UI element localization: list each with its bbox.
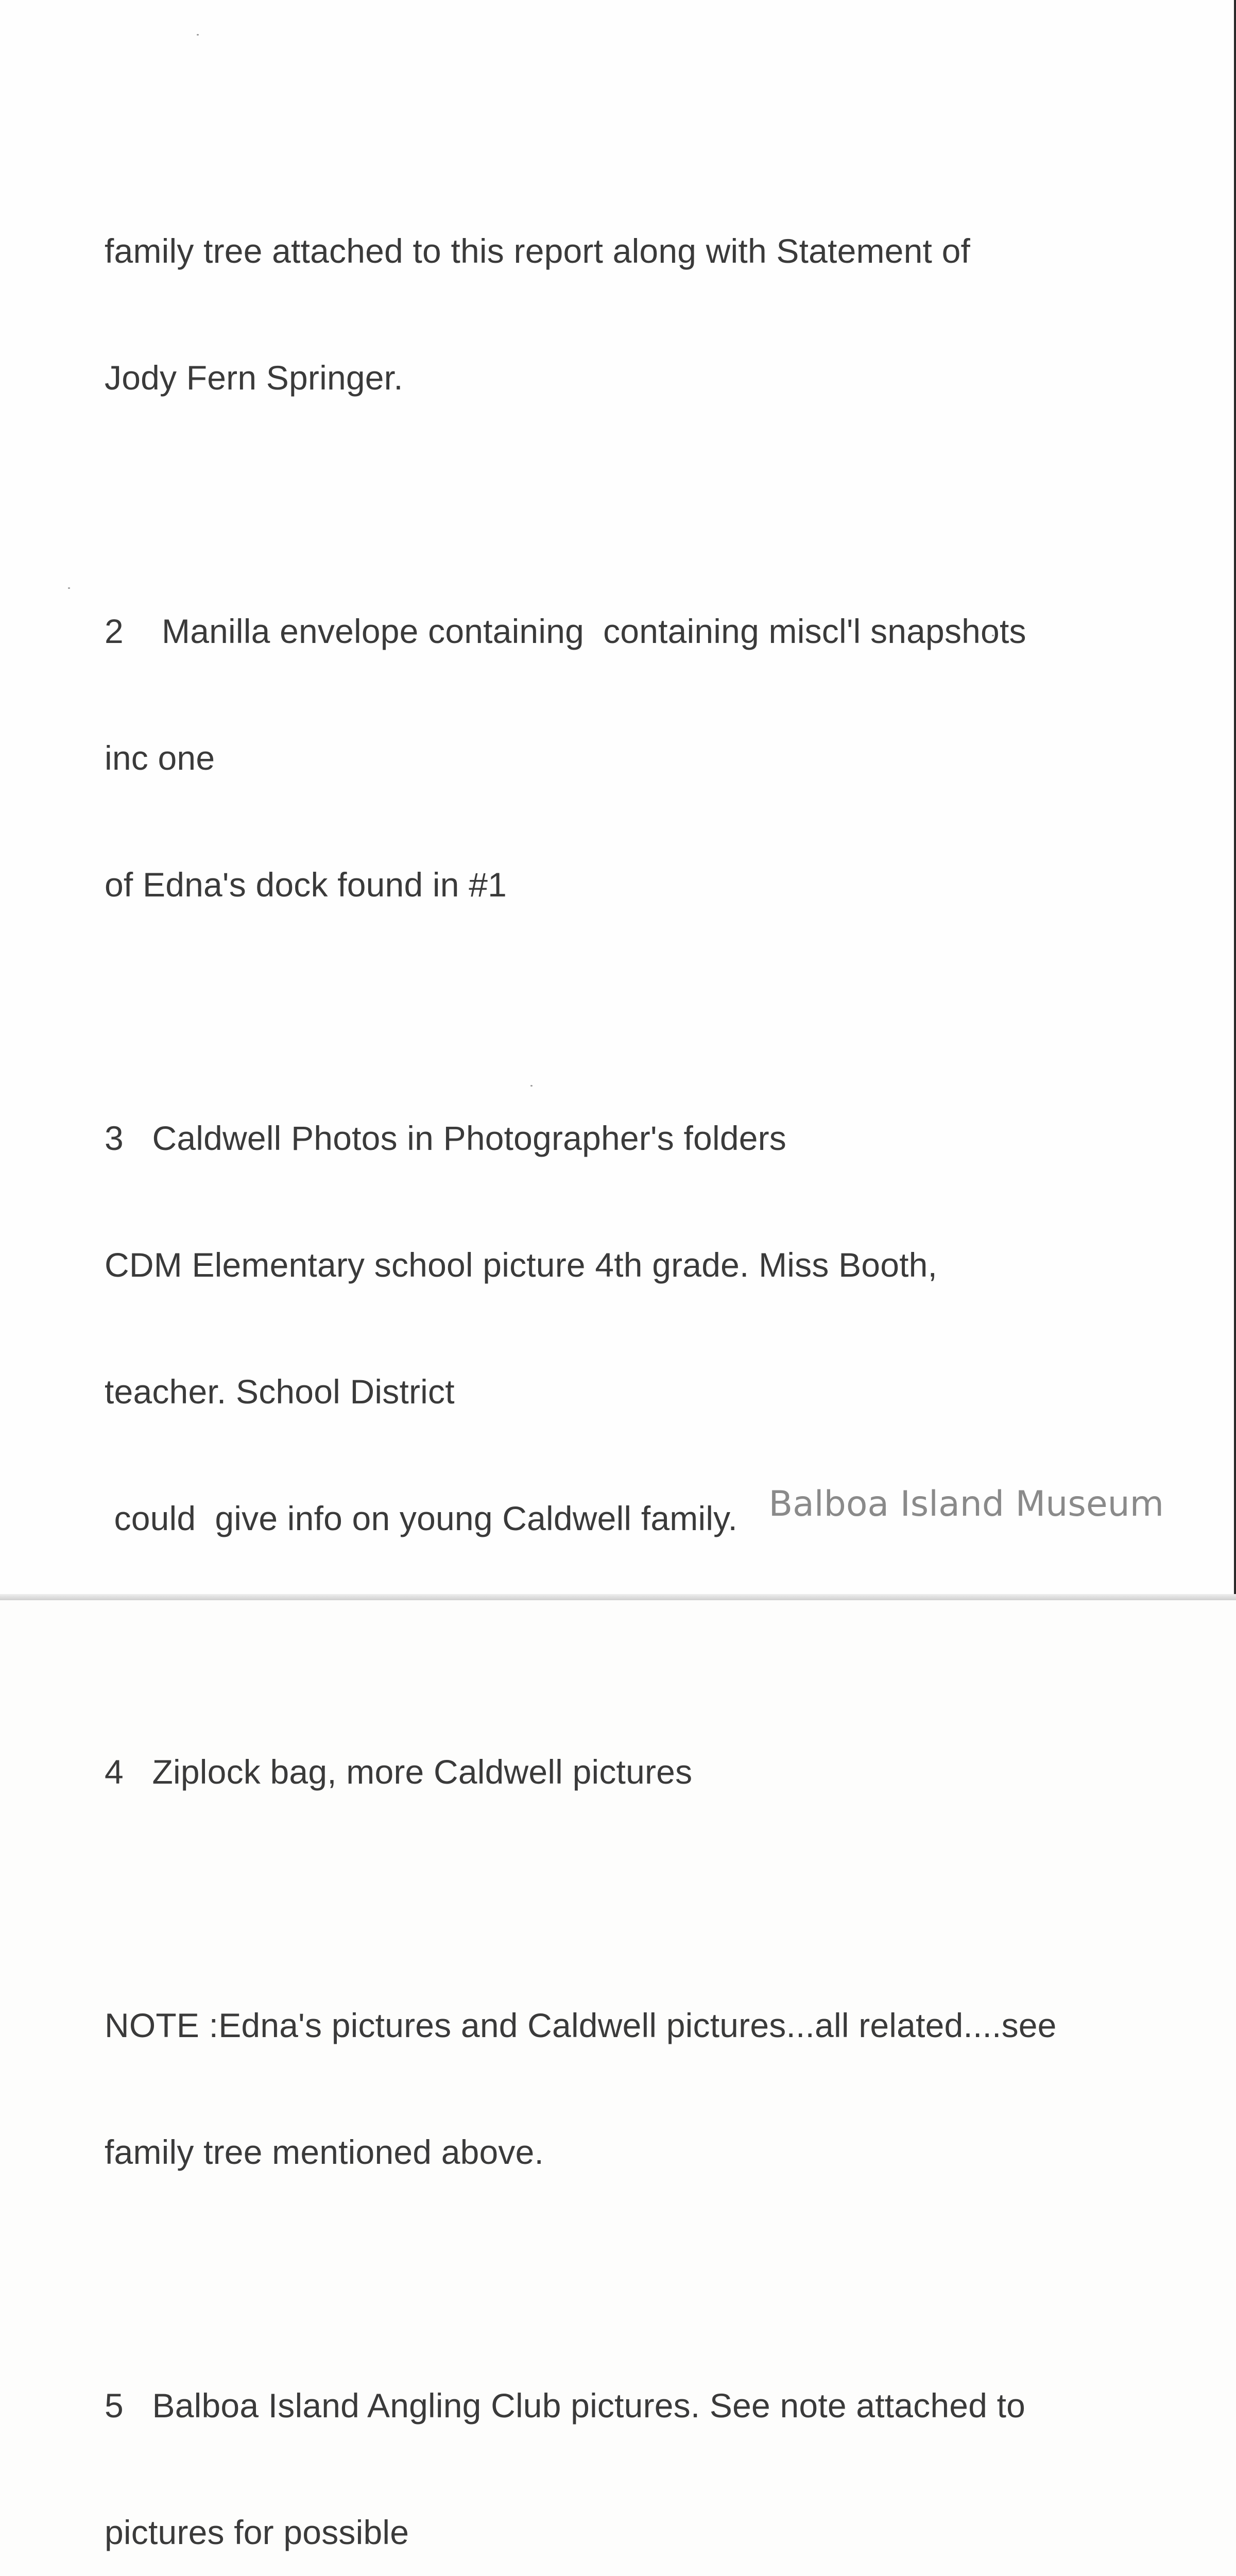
paragraph-item-4: [105, 1666, 1160, 1877]
scan-edge-bottom: [0, 1594, 1236, 1600]
dust-speck: [197, 34, 199, 36]
paragraph-item-2: [105, 526, 1160, 990]
text-line: 2 Manilla envelope containing containing miscl'l snapshots: [105, 612, 1026, 650]
text-line: family tree mentioned above.: [105, 2133, 544, 2171]
text-line: Jody Fern Springer.: [105, 359, 403, 397]
text-line: pictures for possible: [105, 2513, 409, 2551]
text-line: teacher. School District: [105, 1372, 455, 1411]
text-line: family tree attached to this report along with Statement of: [105, 232, 971, 270]
text-line: inc one: [105, 739, 215, 777]
paragraph-intro: [105, 145, 1160, 483]
text-line: 5 Balboa Island Angling Club pictures. See note attached to: [105, 2386, 1026, 2425]
scan-edge-right: [1234, 0, 1236, 1600]
museum-watermark: Balboa Island Museum: [768, 1484, 1164, 1524]
paragraph-note: [105, 1920, 1160, 2258]
paragraph-item-5: [105, 2300, 1160, 2576]
text-line: 4 Ziplock bag, more Caldwell pictures: [105, 1753, 693, 1791]
text-line: CDM Elementary school picture 4th grade. Miss Booth,: [105, 1246, 938, 1284]
text-line: NOTE :Edna's pictures and Caldwell pictures...all related....see: [105, 2006, 1057, 2044]
paragraph-item-3: [105, 1032, 1160, 1624]
dust-speck: [68, 587, 70, 589]
text-line: of Edna's dock found in #1: [105, 866, 507, 904]
text-line: 3 Caldwell Photos in Photographer's folders: [105, 1119, 787, 1157]
text-line: could give info on young Caldwell family.: [105, 1499, 738, 1537]
document-body: [105, 145, 1160, 2576]
